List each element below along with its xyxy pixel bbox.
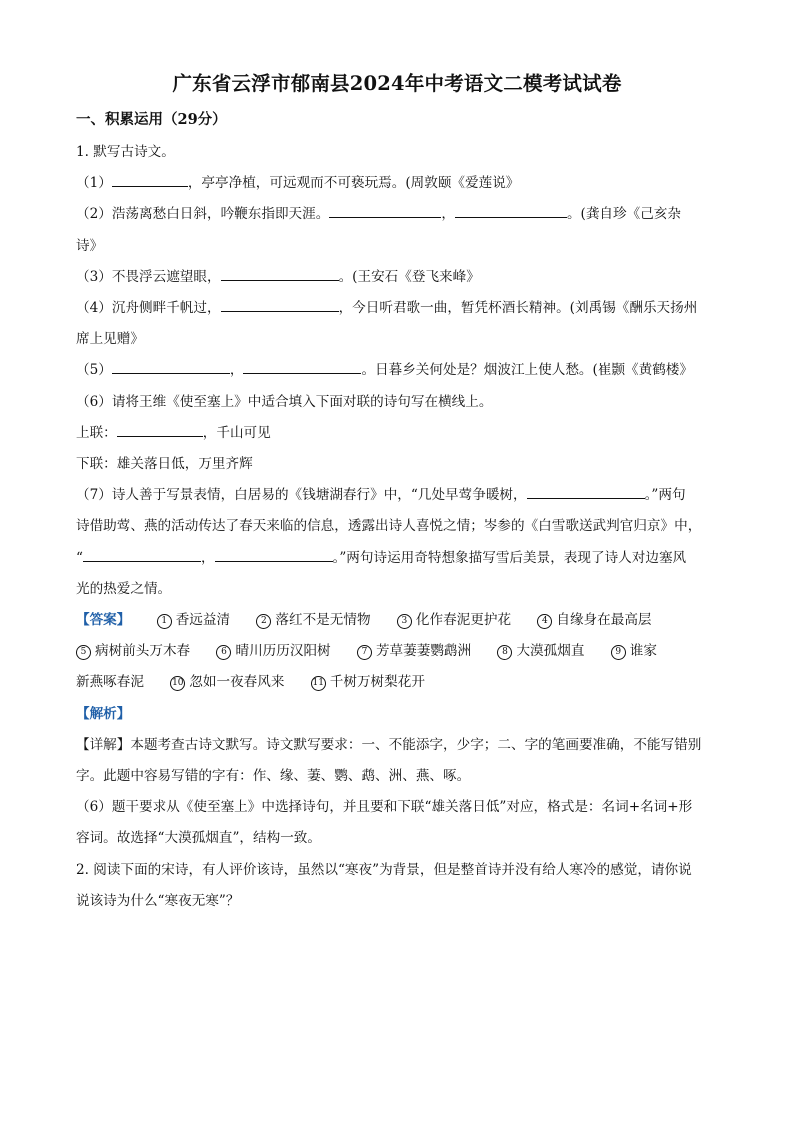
q1-line-7-end: 光的热爱之情。 [76, 580, 172, 597]
answer-number: 9 [611, 645, 626, 660]
analysis-p6-2: 容词。故选择“大漠孤烟直”，结构一致。 [76, 830, 321, 847]
answer-text: 大漠孤烟直 [516, 643, 585, 660]
answer-number: 11 [311, 676, 326, 691]
answer-text: 自缘身在最高层 [556, 612, 652, 629]
question-content [76, 137, 720, 917]
answer-text: 病树前头万木春 [95, 643, 191, 660]
q1-stem: 1. 默写古诗文。 [76, 144, 175, 160]
answer-line-2 [76, 636, 720, 667]
q2-line-1: 2. 阅读下面的宋诗，有人评价该诗，虽然以“寒夜”为背景，但是整首诗并没有给人寒冷的感觉，请你说 [76, 861, 692, 878]
text: 。(龚自珍《己亥杂 [566, 206, 681, 223]
text: 。”两句诗运用奇特想象描写雪后美景，表现了诗人对边塞风 [332, 549, 687, 566]
text: （2）浩荡离愁白日斜，吟鞭东指即天涯。 [76, 206, 330, 223]
couplet-upper [76, 418, 720, 449]
answer-number: 3 [397, 614, 412, 629]
analysis-detail-1 [76, 730, 720, 761]
q1-line-2 [76, 199, 720, 230]
section-heading: 一、积累运用（29分） [76, 111, 227, 128]
q2-line-2: 说该诗为什么“寒夜无寒”？ [76, 892, 240, 909]
answer-blank [221, 297, 339, 312]
text: ， [200, 549, 215, 566]
q1-line-2-cont: 诗》 [76, 237, 104, 254]
detail-tag: 【详解】 [76, 736, 131, 753]
text: 本题考查古诗文默写。诗文默写要求：一、不能添字，少字；二、字的笔画要准确，不能写错别 [130, 736, 702, 753]
answer-label: 【答案】 [76, 612, 131, 629]
page-title: 广东省云浮市郁南县2024年中考语文二模考试试卷 [172, 72, 622, 95]
answer-number: 6 [216, 645, 231, 660]
answer-blank [527, 484, 645, 499]
text: “ [76, 549, 83, 566]
answer-text: 晴川历历汉阳树 [235, 643, 331, 660]
answer-text: 谁家 [629, 643, 657, 660]
answer-blank [117, 422, 203, 437]
answer-text: 千树万树梨花开 [329, 674, 425, 691]
text: ，今日听君歌一曲，暂凭杯酒长精神。(刘禹锡《酬乐天扬州 [338, 300, 698, 317]
answer-blank [215, 547, 333, 562]
answer-text: 香远益清 [175, 612, 231, 629]
q1-line-5 [76, 355, 720, 386]
answer-number: 2 [256, 614, 271, 629]
answer-text: 化作春泥更护花 [415, 612, 512, 629]
text: ，亭亭净植，可远观而不可亵玩焉。(周敦颐《爱莲说》 [187, 175, 520, 192]
answer-blank [112, 359, 230, 374]
couplet-lower: 下联：雄关落日低，万里齐辉 [76, 456, 253, 473]
text: 。”两句 [644, 487, 686, 504]
text: （1） [76, 175, 112, 192]
answer-text: 芳草萋萋鹦鹉洲 [375, 643, 472, 660]
answer-text: 新燕啄春泥 [76, 674, 144, 691]
answer-number: 4 [537, 614, 552, 629]
answer-line-1 [76, 605, 720, 636]
answer-text: 落红不是无情物 [275, 612, 371, 629]
q1-line-7 [76, 480, 720, 511]
analysis-detail-2: 字。此题中容易写错的字有：作、缘、萋、鹦、鹉、洲、燕、啄。 [76, 768, 471, 785]
answer-blank [243, 359, 361, 374]
answer-blank [455, 203, 567, 218]
q1-line-3 [76, 262, 720, 293]
text: ，千山可见 [202, 424, 271, 441]
answer-number: 8 [497, 645, 512, 660]
analysis-label-line [76, 699, 720, 730]
text: 。(王安石《登飞来峰》 [338, 268, 480, 285]
q1-line-4-cont: 席上见赠》 [76, 331, 144, 348]
text: 上联： [76, 424, 117, 441]
answer-number: 7 [357, 645, 372, 660]
analysis-p6-1: （6）题干要求从《使至塞上》中选择诗句，并且要和下联“雄关落日低”对应，格式是：名词+名词+形 [76, 799, 693, 816]
answer-number: 5 [76, 645, 91, 660]
text: ， [441, 206, 455, 223]
text: （4）沉舟侧畔千帆过， [76, 300, 221, 317]
text: 。日暮乡关何处是？烟波江上使人愁。(崔颢《黄鹤楼》 [361, 362, 693, 379]
q1-line-1 [76, 168, 720, 199]
q1-line-4 [76, 293, 720, 324]
text: （5） [76, 362, 112, 379]
answer-blank [83, 547, 201, 562]
q1-line-7-cont: 诗借助莺、燕的活动传达了春天来临的信息，透露出诗人喜悦之情；岑参的《白雪歌送武判官归京》中， [76, 518, 702, 535]
analysis-label: 【解析】 [76, 705, 131, 722]
text: （3）不畏浮云遮望眼， [76, 268, 221, 285]
answer-blank [329, 203, 441, 218]
answer-text: 忽如一夜春风来 [189, 674, 285, 691]
text: （7）诗人善于写景表情，白居易的《钱塘湖春行》中，“几处早莺争暖树， [76, 487, 527, 504]
answer-number: 10 [170, 676, 185, 691]
answer-blank [221, 266, 339, 281]
answer-blank [112, 172, 188, 187]
q1-line-7-cont2 [76, 543, 720, 574]
text: ， [229, 362, 244, 379]
q1-line-6: （6）请将王维《使至塞上》中适合填入下面对联的诗句写在横线上。 [76, 393, 493, 410]
answer-line-3 [76, 667, 720, 698]
answer-number: 1 [157, 614, 172, 629]
